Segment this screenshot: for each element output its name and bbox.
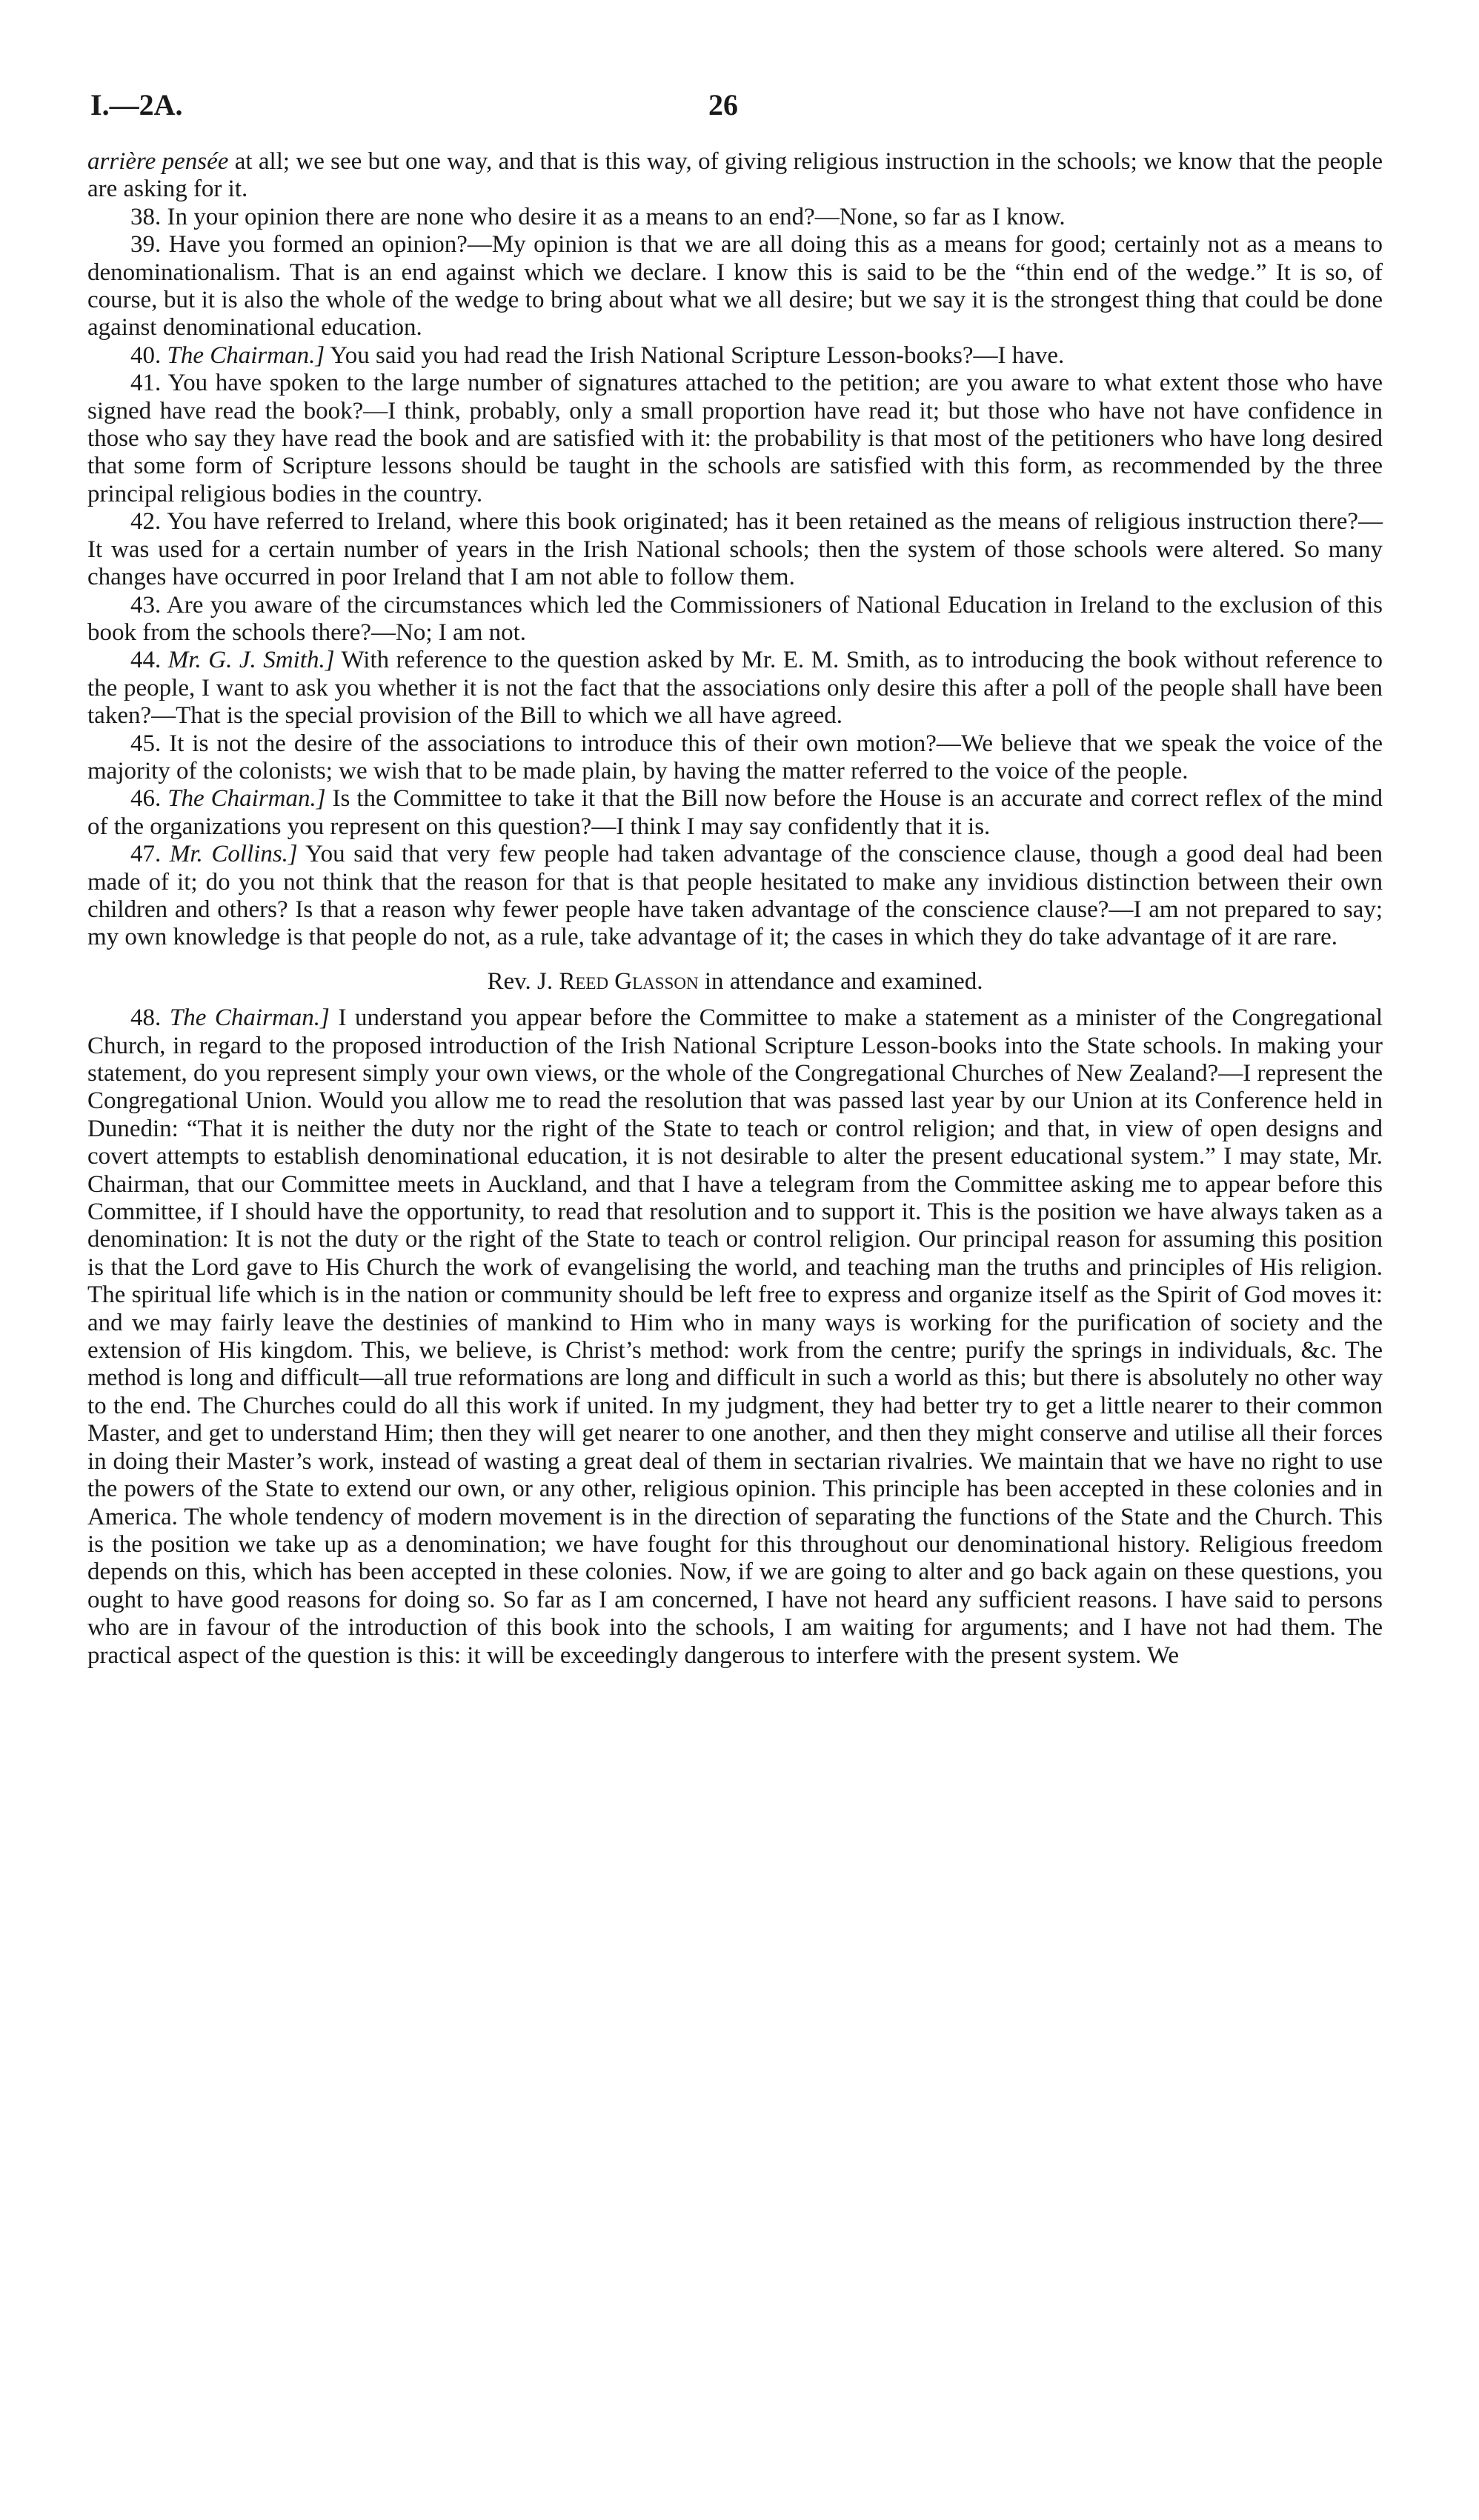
question-46 — [87, 785, 1383, 841]
document-body — [87, 148, 1383, 1670]
paragraph-continuation — [87, 148, 1383, 204]
speaker: The Chairman.] — [167, 341, 325, 369]
paragraph-text: Are you aware of the circumstances which led the Commissioners of National Education in Ireland to the exclusion of this book from the schools there?—No; I am not. — [87, 591, 1383, 646]
page-number: 26 — [708, 88, 738, 121]
question-40 — [87, 342, 1383, 370]
question-number: 43. — [130, 591, 162, 619]
speaker: The Chairman.] — [167, 785, 326, 813]
question-number: 39. — [130, 231, 162, 259]
question-number: 40. — [130, 341, 162, 369]
question-47 — [87, 841, 1383, 952]
paragraph-text: I understand you appear before the Committee to make a statement as a minister of the Congregational Church, in regard to the proposed introduction of the Irish National Scripture Lesson-books into the State schools. In making your statement, do you represent simply your own views, or the whole of the Congregational Churches of New Zealand?—I represent the Congregational Union. Would you allow me to read the resolution that was passed last year by our Union at its Conference held in Dunedin: “That it is neither the duty nor the right of the State to teach or control religion; and that, in view of open designs and covert attempts to establish denominational education, it is not desirable to alter the present educational system.” I may state, Mr. Chairman, that our Committee meets in Auckland, and that I have a telegram from the Committee asking me to appear before this Committee, if I should have the opportunity, to read that resolution and to support it. This is the position we have always taken as a denomination: It is not the duty or the right of the State to teach or control religion. Our principal reason for assuming this position is that the Lord gave to His Church the work of evangelising the world, and teaching man the truths and principles of His religion. The spiritual life which is in the nation or community should be left free to express and organize itself as the Spirit of God moves it: and we may fairly leave the destinies of mankind to Him who in many ways is working for the purification of society and the extension of His kingdom. This, we believe, is Christ’s method: work from the centre; purify the springs in individuals, &c. The method is long and difficult—all true reformations are long and difficult in such a world as this; but there is absolutely no other way to the end. The Churches could do all this work if united. In my judgment, they had better try to get a little nearer to their common Master, and get to understand Him; then they will get nearer to one another, and then they might conserve and utilise all their forces in doing their Master’s work, instead of wasting a great deal of them in sectarian rivalries. We maintain that we have no right to use the powers of the State to extend our own, or any other, religious opinion. This principle has been accepted in these colonies and in America. The whole tendency of modern movement is in the direction of separating the functions of the State and the Church. This is the position we take up as a denomination; we have fought for this throughout our denominational history. Religious freedom depends on this, which has been accepted in these colonies. Now, if we are going to alter and go back again on these questions, you ought to have good reasons for doing so. So far as I am concerned, I have not heard any sufficient reasons. I have said to persons who are in favour of the introduction of this book into the schools, I am waiting for arguments; and I have not had them. The practical aspect of the question is this: it will be exceedingly dangerous to interfere with the present system. We — [87, 1004, 1383, 1669]
witness-name: Reed Glasson — [559, 967, 699, 995]
paragraph-text: It is not the desire of the associations to introduce this of their own motion?—We believe that we speak the voice of the majority of the colonists; we wish that to be made plain, by having the matter referred to the voice of the people. — [87, 730, 1383, 784]
question-number: 42. — [130, 508, 162, 536]
speaker: Mr. G. J. Smith.] — [167, 647, 335, 674]
speaker: The Chairman.] — [169, 1004, 330, 1032]
paragraph-text: Have you formed an opinion?—My opinion is that we are all doing this as a means for good; certainly not as a means to denominationalism. That is an end against which we declare. I know this is said to be the “thin end of the wedge.” It is so, of course, but it is also the whole of the wedge to bring about what we all desire; but we say it is the strongest thing that could be done against denominational education. — [87, 231, 1383, 341]
running-header — [87, 87, 1383, 132]
question-42 — [87, 508, 1383, 591]
question-number: 48. — [130, 1004, 162, 1032]
paragraph-text: Is the Committee to take it that the Bill now before the House is an accurate and correct reflex of the mind of the organizations you represent on this question?—I think I may say confidently that it is. — [87, 785, 1383, 840]
witness-prefix: Rev. J. — [487, 967, 559, 995]
question-38 — [87, 204, 1383, 231]
paragraph-text: You have referred to Ireland, where this book originated; has it been retained as the means of religious instruction there?—It was used for a certain number of years in the Irish National schools; then the system of those schools were altered. So many changes have occurred in poor Ireland that I am not able to follow them. — [87, 508, 1383, 591]
speaker: Mr. Collins.] — [169, 841, 298, 868]
question-number: 44. — [130, 647, 162, 674]
question-number: 45. — [130, 730, 162, 757]
question-number: 38. — [130, 203, 162, 230]
question-45 — [87, 730, 1383, 786]
question-43 — [87, 592, 1383, 647]
question-number: 47. — [130, 841, 162, 868]
paragraph-text: at all; we see but one way, and that is this way, of giving religious instruction in the schools; we know that the people are asking for it. — [87, 148, 1383, 203]
paragraph-text: In your opinion there are none who desire it as a means to an end?—None, so far as I know. — [167, 203, 1066, 230]
document-page — [87, 87, 1383, 1670]
witness-heading — [87, 968, 1383, 996]
question-41 — [87, 370, 1383, 508]
question-39 — [87, 231, 1383, 342]
question-number: 41. — [130, 370, 162, 397]
question-number: 46. — [130, 785, 162, 813]
italic-phrase: arrière pensée — [87, 148, 229, 175]
paragraph-text: You have spoken to the large number of signatures attached to the petition; are you aware to what extent those who have signed have read the book?—I think, probably, only a small proportion have read it; but those who have not have confidence in those who say they have read the book and are satisfied with it: the probability is that most of the petitioners who have long desired that some form of Scripture lessons should be taught in the schools are satisfied with this form, as recommended by the three principal religious bodies in the country. — [87, 370, 1383, 507]
paragraph-text: With reference to the question asked by Mr. E. M. Smith, as to introducing the book without reference to the people, I want to ask you whether it is not the fact that the associations only desire this after a poll of the people shall have been taken?—That is the special provision of the Bill to which we all have agreed. — [87, 647, 1383, 730]
question-48 — [87, 1004, 1383, 1670]
paragraph-text: You said that very few people had taken advantage of the conscience clause, though a good deal had been made of it; do you not think that the reason for that is that people hesitated to make any invidious distinction between their own children and others? Is that a reason why fewer people have taken advantage of the conscience clause?—I am not prepared to say; my own knowledge is that people do not, as a rule, take advantage of it; the cases in which they do take advantage of it are rare. — [87, 841, 1383, 951]
question-44 — [87, 647, 1383, 730]
paper-reference: I.—2A. — [90, 88, 183, 121]
witness-suffix: in attendance and examined. — [698, 967, 983, 995]
paragraph-text: You said you had read the Irish National Scripture Lesson-books?—I have. — [330, 341, 1065, 369]
